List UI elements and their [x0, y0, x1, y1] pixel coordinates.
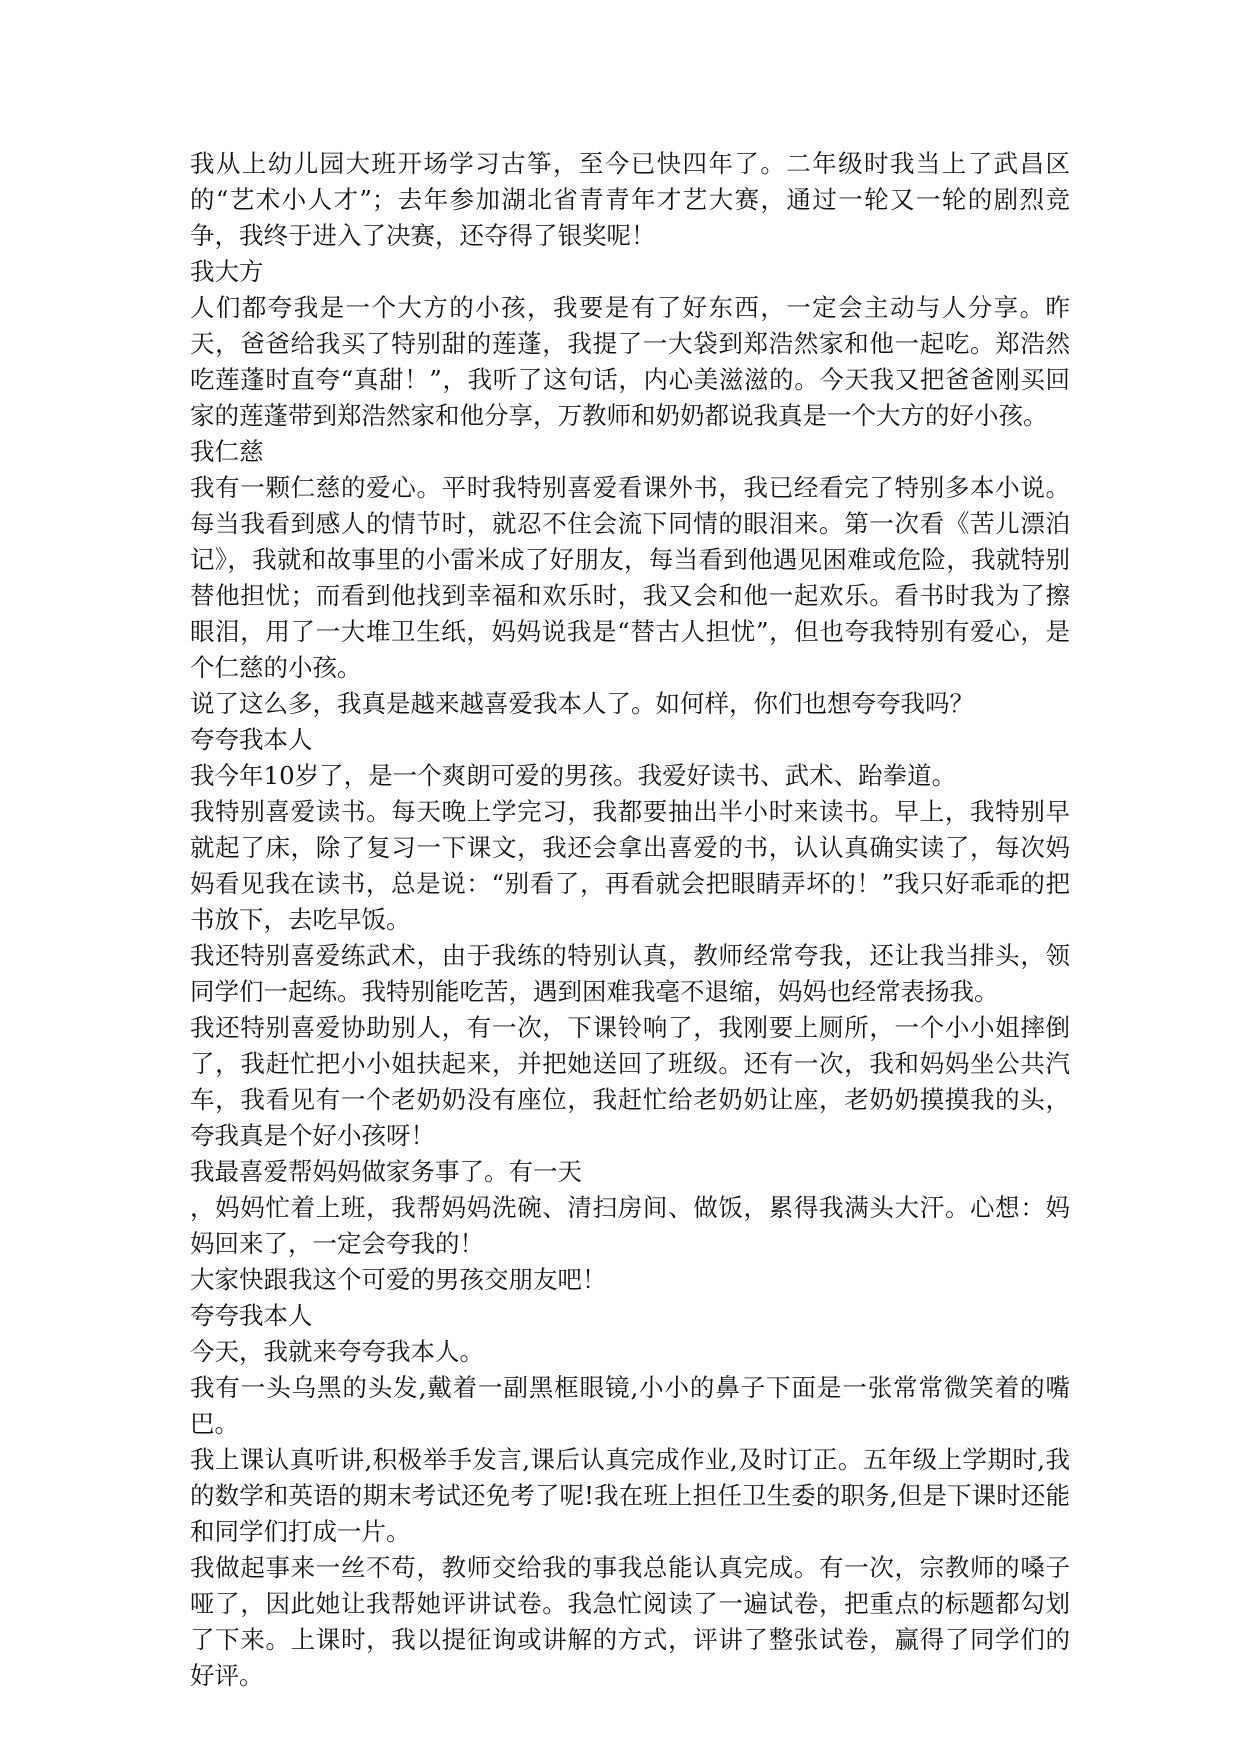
- section-heading: 夸夸我本人: [190, 725, 313, 754]
- paragraph: 我还特别喜爱练武术，由于我练的特别认真，教师经常夸我，还让我当排头，领同学们一起练。我特别能吃苦，遇到困难我毫不退缩，妈妈也经常表扬我。: [190, 941, 1070, 1006]
- paragraph: 人们都夸我是一个大方的小孩，我要是有了好东西，一定会主动与人分享。昨天，爸爸给我买了特别甜的莲蓬，我提了一大袋到郑浩然家和他一起吃。郑浩然吃莲蓬时直夸“真甜！”，我听了这句话，内心美滋滋的。今天我又把爸爸刚买回家的莲蓬带到郑浩然家和他分享，万教师和奶奶都说我真是一个大方的好小孩。: [190, 293, 1070, 430]
- paragraph: 我从上幼儿园大班开场学习古筝，至今已快四年了。二年级时我当上了武昌区的“艺术小人才”；去年参加湖北省青青年才艺大赛，通过一轮又一轮的剧烈竞争，我终于进入了决赛，还夺得了银奖呢！: [190, 149, 1070, 250]
- paragraph: ，妈妈忙着上班，我帮妈妈洗碗、清扫房间、做饭，累得我满头大汗。心想：妈妈回来了，一定会夸我的！: [190, 1193, 1070, 1258]
- document-body: [190, 146, 1070, 1694]
- paragraph: 我今年10岁了，是一个爽朗可爱的男孩。我爱好读书、武术、跆拳道。: [190, 761, 957, 790]
- section-heading: 我大方: [190, 257, 264, 286]
- paragraph: 我还特别喜爱协助别人，有一次，下课铃响了，我刚要上厕所，一个小小姐摔倒了，我赶忙把小小姐扶起来，并把她送回了班级。还有一次，我和妈妈坐公共汽车，我看见有一个老奶奶没有座位，我赶忙给老奶奶让座，老奶奶摸摸我的头，夸我真是个好小孩呀！: [190, 1013, 1070, 1150]
- paragraph: 大家快跟我这个可爱的男孩交朋友吧！: [190, 1265, 607, 1294]
- section-heading: 我仁慈: [190, 437, 264, 466]
- paragraph: 我做起事来一丝不苟，教师交给我的事我总能认真完成。有一次，宗教师的嗓子哑了，因此她让我帮她评讲试卷。我急忙阅读了一遍试卷，把重点的标题都勾划了下来。上课时，我以提征询或讲解的方式，评讲了整张试卷，赢得了同学们的好评。: [190, 1553, 1070, 1690]
- section-heading: 夸夸我本人: [190, 1301, 313, 1330]
- paragraph: 我上课认真听讲,积极举手发言,课后认真完成作业,及时订正。五年级上学期时,我的数学和英语的期末考试还免考了呢!我在班上担任卫生委的职务,但是下课时还能和同学们打成一片。: [190, 1445, 1070, 1546]
- paragraph: 今天，我就来夸夸我本人。: [190, 1337, 484, 1366]
- paragraph: 我最喜爱帮妈妈做家务事了。有一天: [190, 1157, 582, 1186]
- paragraph: 我有一颗仁慈的爱心。平时我特别喜爱看课外书，我已经看完了特别多本小说。每当我看到感人的情节时，就忍不住会流下同情的眼泪来。第一次看《苦儿漂泊记》，我就和故事里的小雷米成了好朋友，每当看到他遇见困难或危险，我就特别替他担忧；而看到他找到幸福和欢乐时，我又会和他一起欢乐。看书时我为了擦眼泪，用了一大堆卫生纸，妈妈说我是“替古人担忧”，但也夸我特别有爱心，是个仁慈的小孩。: [190, 473, 1070, 682]
- paragraph: 说了这么多，我真是越来越喜爱我本人了。如何样，你们也想夸夸我吗？: [190, 689, 974, 718]
- paragraph: 我特别喜爱读书。每天晚上学完习，我都要抽出半小时来读书。早上，我特别早就起了床，除了复习一下课文，我还会拿出喜爱的书，认认真确实读了，每次妈妈看见我在读书，总是说：“别看了，再看就会把眼睛弄坏的！”我只好乖乖的把书放下，去吃早饭。: [190, 797, 1070, 934]
- paragraph: 我有一头乌黑的头发,戴着一副黑框眼镜,小小的鼻子下面是一张常常微笑着的嘴巴。: [190, 1373, 1070, 1438]
